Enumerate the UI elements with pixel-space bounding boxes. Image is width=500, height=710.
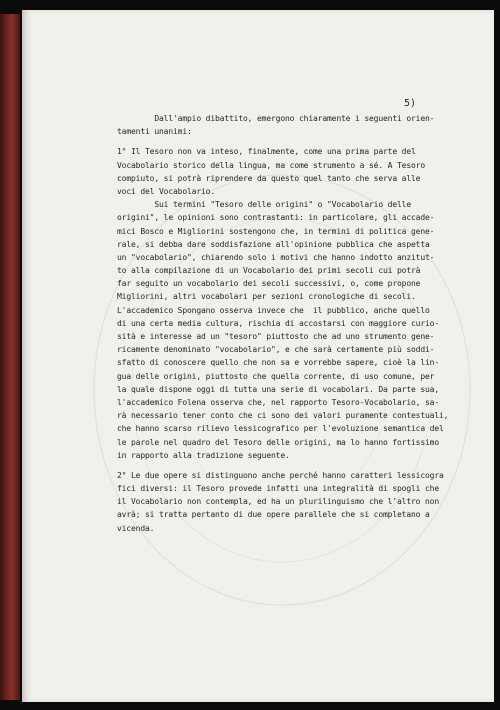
text-line: compiuto, si potrà riprendere da questo quel tanto che serva alle (117, 173, 421, 183)
text-line: L'accademico Spongano osserva invece che il pubblico, anche quello (117, 305, 430, 315)
text-line: il Vocabolario non contempla, ed ha un plurilinguismo che l'altro non (117, 497, 439, 507)
text-line: rà necessario tener conto che ci sono dei valori puramente contestuali, (117, 411, 449, 421)
paragraph-gap (117, 462, 435, 469)
text-line: in rapporto alla tradizione seguente. (117, 450, 290, 460)
text-line: gua delle origini, piuttosto che quella corrente, di uso comune, per (117, 371, 435, 381)
text-line: ricamente denominato "vocabolario", e che sarà certamente più soddi- (117, 345, 435, 355)
text-line: di una certa media cultura, rischia di accostarsi con maggiore curio- (117, 318, 439, 328)
text-line: le parole nel quadro del Tesoro delle origini, ma lo hanno fortissimo (117, 437, 439, 447)
page-number: 5) (404, 98, 417, 109)
text-line: che hanno scarso rilievo lessicografico per l'evoluzione semantica del (117, 424, 444, 434)
text-line: un "vocabolario", chiarendo solo i motivi che hanno indotto anzitut- (117, 252, 435, 262)
binder-spine (0, 14, 20, 700)
text-line: vicenda. (117, 523, 155, 533)
text-line: 1° Il Tesoro non va inteso, finalmente, come una prima parte del (117, 147, 416, 157)
text-line: mici Bosco e Migliorini sostengono che, in termini di politica gene- (117, 226, 435, 236)
text-line: Vocabolario storico della lingua, ma come strumento a sé. A Tesoro (117, 160, 425, 170)
paragraph-gap (117, 138, 435, 145)
text-line: tamenti unanimi: (117, 127, 192, 137)
text-line: origini", le opinioni sono contrastanti: in particolare, gli accade- (117, 213, 435, 223)
text-line: fici diversi: il Tesoro provede infatti una integralità di spogli che (117, 484, 439, 494)
text-line: la quale dispone oggi di tutta una serie di vocabolari. Da parte sua, (117, 384, 439, 394)
text-line: avrà; si tratta pertanto di due opere parallele che si completano a (117, 510, 430, 520)
body-text (117, 112, 449, 535)
text-line: sità e interesse ad un "tesoro" piuttosto che ad uno strumento gene- (117, 332, 435, 341)
text-line: to alla compilazione di un Vocabolario dei primi secoli cui potrà (117, 266, 421, 276)
text-line: Migliorini, altri vocabolari per sezioni cronologiche di secoli. (117, 292, 416, 302)
text-line: 2° Le due opere si distinguono anche perché hanno caratteri lessicogra (117, 470, 444, 480)
text-line: voci del Vocabolario. (117, 186, 215, 196)
text-line: Sui termini "Tesoro delle origini" o "Vocabolario delle (117, 200, 411, 210)
text-line: far seguito un vocabolario dei secoli successivi, o, come propone (117, 279, 421, 289)
text-line: rale, si debba dare soddisfazione all'opinione pubblica che aspetta (117, 239, 430, 249)
text-line: l'accademico Folena osserva che, nel rapporto Tesoro-Vocabolario, sa- (117, 397, 439, 407)
text-line: sfatto di conoscere quello che non sa e vorrebbe sapere, cioè la lin- (117, 358, 439, 368)
text-line: Dall'ampio dibattito, emergono chiaramente i seguenti orien- (117, 114, 435, 123)
